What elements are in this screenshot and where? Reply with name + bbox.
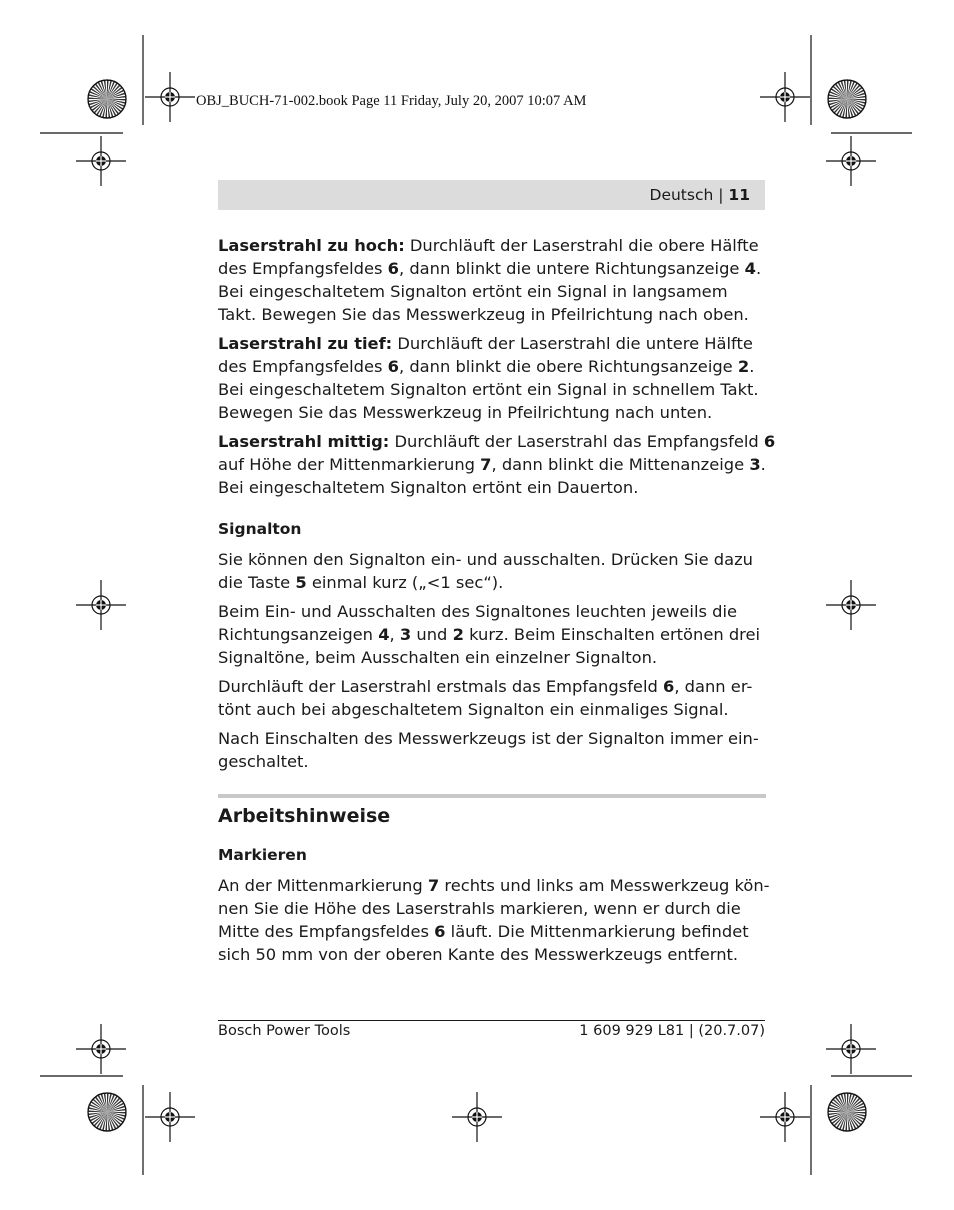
reference-number: 7 bbox=[427, 876, 440, 895]
text-run: Richtungsanzeigen bbox=[218, 625, 379, 644]
text-line bbox=[218, 874, 770, 897]
reference-number: 4 bbox=[378, 625, 390, 644]
text-run: . bbox=[760, 455, 766, 474]
text-run: , dann blinkt die obere Richtungsanzeige bbox=[398, 357, 738, 376]
page-content bbox=[218, 234, 776, 972]
para-laserstrahl-zu-hoch bbox=[218, 234, 766, 326]
text-run: nen Sie die Höhe des Laserstrahls markieren, wenn er durch die bbox=[218, 899, 741, 918]
reference-number: 6 bbox=[662, 677, 675, 696]
text-line bbox=[218, 600, 766, 623]
text-run: des Empfangsfeldes bbox=[218, 259, 388, 278]
text-run: , bbox=[389, 625, 400, 644]
text-line bbox=[218, 280, 766, 303]
header-text bbox=[650, 186, 750, 204]
para-laserstrahl-zu-tief bbox=[218, 332, 766, 424]
text-line bbox=[218, 548, 766, 571]
para-signalton-2 bbox=[218, 600, 766, 669]
text-line bbox=[218, 943, 766, 966]
text-run: Mitte des Empfangsfeldes bbox=[218, 922, 435, 941]
reference-number: 2 bbox=[737, 357, 750, 376]
text-run: geschaltet. bbox=[218, 752, 309, 771]
footer-doc-number: 1 609 929 L81 | (20.7.07) bbox=[579, 1023, 765, 1039]
text-run: Nach Einschalten des Messwerkzeugs ist der Signalton immer ein- bbox=[218, 729, 759, 748]
text-line bbox=[218, 623, 766, 646]
para-markieren bbox=[218, 874, 770, 966]
text-run: Bei eingeschaltetem Signalton ertönt ein Signal in langsamem bbox=[218, 282, 728, 301]
text-run: . bbox=[749, 357, 755, 376]
text-line bbox=[218, 378, 766, 401]
text-run: Signaltöne, beim Ausschalten ein einzelner Signalton. bbox=[218, 648, 658, 667]
reference-number: 5 bbox=[295, 573, 307, 592]
text-run: Bei eingeschaltetem Signalton ertönt ein Dauerton. bbox=[218, 478, 639, 497]
text-line bbox=[218, 303, 766, 326]
footer-brand: Bosch Power Tools bbox=[218, 1023, 351, 1039]
text-run: auf Höhe der Mittenmarkierung bbox=[218, 455, 481, 474]
file-slug-line: OBJ_BUCH-71-002.book Page 11 Friday, July 20, 2007 10:07 AM bbox=[196, 93, 587, 109]
text-line bbox=[218, 727, 766, 750]
text-line bbox=[218, 401, 766, 424]
text-run: . bbox=[755, 259, 762, 278]
section-rule bbox=[218, 794, 766, 798]
text-run: An der Mittenmarkierung bbox=[218, 876, 428, 895]
text-line bbox=[218, 750, 766, 773]
text-run: Durchläuft der Laserstrahl das Empfangsfeld bbox=[389, 432, 764, 451]
reference-number: 6 bbox=[387, 259, 399, 278]
reference-number: 7 bbox=[480, 455, 492, 474]
reference-number: 6 bbox=[763, 432, 776, 451]
text-line bbox=[218, 646, 766, 669]
reference-number: 6 bbox=[434, 922, 446, 941]
text-run: Takt. Bewegen Sie das Messwerkzeug in Pfeilrichtung nach oben. bbox=[218, 305, 749, 324]
text-run: Sie können den Signalton ein- und ausschalten. Drücken Sie dazu bbox=[218, 550, 753, 569]
text-run: , dann blinkt die untere Richtungsanzeige bbox=[398, 259, 745, 278]
header-separator: | bbox=[718, 186, 724, 204]
text-run: , dann er- bbox=[674, 677, 753, 696]
text-run: Bei eingeschaltetem Signalton ertönt ein Signal in schnellem Takt. bbox=[218, 380, 759, 399]
reference-number: 4 bbox=[744, 259, 756, 278]
para-laserstrahl-mittig bbox=[218, 430, 776, 499]
text-line bbox=[218, 257, 766, 280]
text-line bbox=[218, 355, 766, 378]
text-run: , dann blinkt die Mittenanzeige bbox=[491, 455, 750, 474]
para-label: Laserstrahl zu tief: bbox=[218, 334, 393, 353]
text-line bbox=[218, 571, 766, 594]
para-signalton-1 bbox=[218, 548, 766, 594]
text-run: des Empfangsfeldes bbox=[218, 357, 388, 376]
text-run: Beim Ein- und Ausschalten des Signaltones leuchten jeweils die bbox=[218, 602, 737, 621]
reference-number: 2 bbox=[452, 625, 464, 644]
text-run: kurz. Beim Einschalten ertönen drei bbox=[463, 625, 761, 644]
text-line bbox=[218, 897, 766, 920]
text-line bbox=[218, 675, 766, 698]
text-line bbox=[218, 453, 766, 476]
text-run: einmal kurz („<1 sec“). bbox=[306, 573, 504, 592]
text-run: rechts und links am Messwerkzeug kön- bbox=[439, 876, 770, 895]
page-number: 11 bbox=[728, 186, 750, 204]
reference-number: 3 bbox=[399, 625, 412, 644]
text-line bbox=[218, 920, 766, 943]
text-run: und bbox=[411, 625, 453, 644]
heading-markieren: Markieren bbox=[218, 846, 307, 864]
footer-rule bbox=[218, 1020, 765, 1021]
heading-signalton: Signalton bbox=[218, 520, 302, 538]
text-run: Durchläuft der Laserstrahl erstmals das Empfangsfeld bbox=[218, 677, 663, 696]
para-signalton-4 bbox=[218, 727, 766, 773]
page-header bbox=[218, 180, 765, 210]
text-line bbox=[218, 698, 766, 721]
text-run: Durchläuft der Laserstrahl die obere Hälfte bbox=[404, 236, 759, 255]
text-run: Bewegen Sie das Messwerkzeug in Pfeilrichtung nach unten. bbox=[218, 403, 713, 422]
text-run: sich 50 mm von der oberen Kante des Messwerkzeugs entfernt. bbox=[218, 945, 739, 964]
text-run: läuft. Die Mittenmarkierung befindet bbox=[445, 922, 749, 941]
text-run: die Taste bbox=[218, 573, 296, 592]
para-label: Laserstrahl zu hoch: bbox=[218, 236, 405, 255]
text-run: Durchläuft der Laserstrahl die untere Hälfte bbox=[392, 334, 753, 353]
reference-number: 6 bbox=[387, 357, 399, 376]
para-label: Laserstrahl mittig: bbox=[218, 432, 390, 451]
para-signalton-3 bbox=[218, 675, 766, 721]
reference-number: 3 bbox=[749, 455, 761, 474]
text-line bbox=[218, 476, 766, 499]
text-run: tönt auch bei abgeschaltetem Signalton ein einmaliges Signal. bbox=[218, 700, 729, 719]
heading-arbeitshinweise: Arbeitshinweise bbox=[218, 805, 391, 827]
header-language: Deutsch bbox=[649, 186, 714, 204]
